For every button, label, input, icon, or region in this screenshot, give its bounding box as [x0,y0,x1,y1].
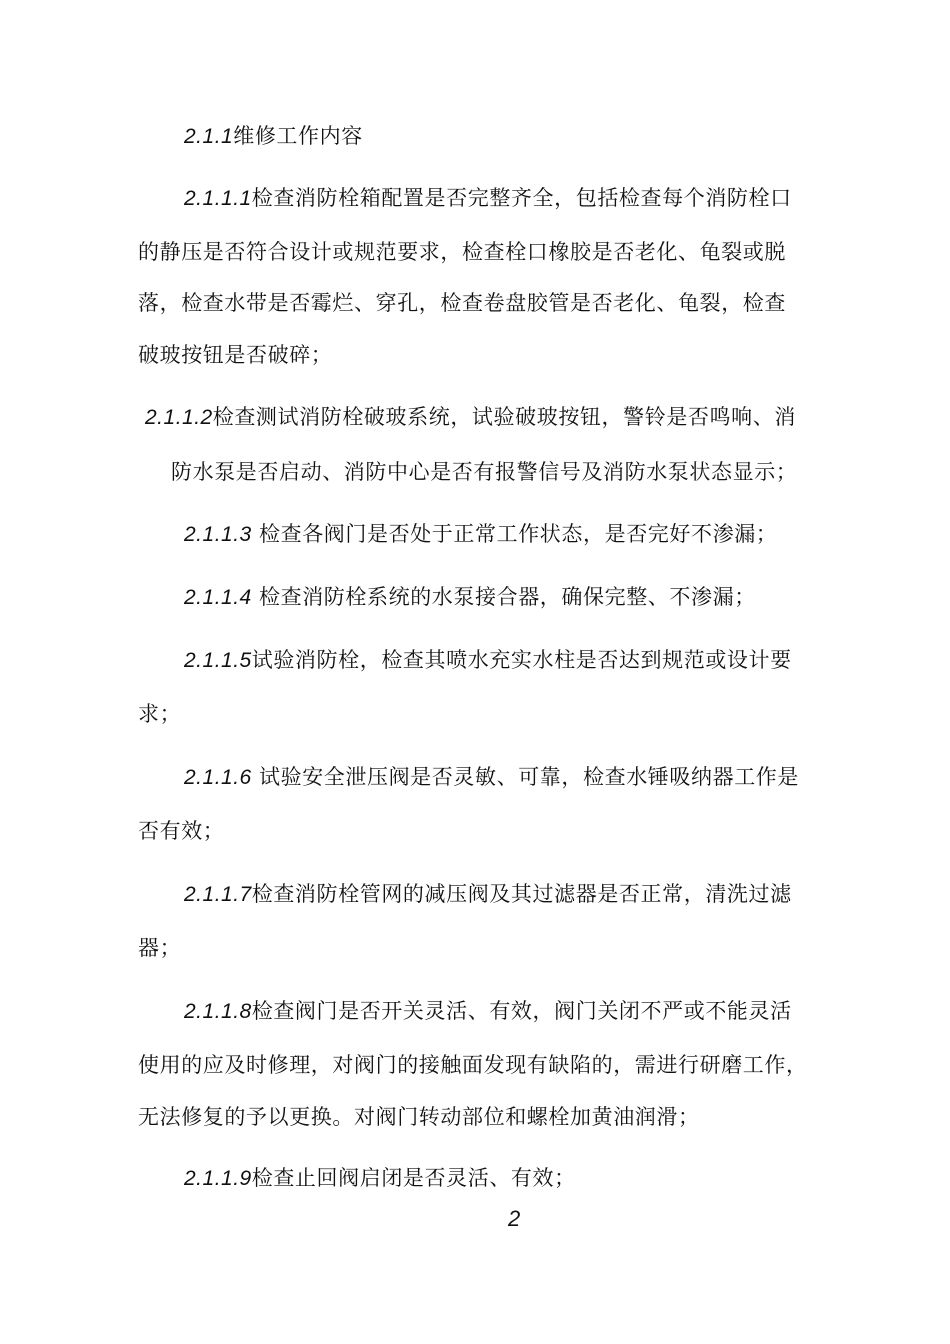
paragraph-text: 试验安全泄压阀是否灵敏、可靠，检查水锤吸纳器工作是 [251,765,800,789]
paragraph-line [184,996,792,1027]
paragraph-line [184,519,777,550]
paragraph-line [138,933,181,963]
paragraph-text: 检查消防栓箱配置是否完整齐全，包括检查每个消防栓口 [251,186,792,210]
paragraph-text: 落，检查水带是否霉烂、穿孔，检查卷盘胶管是否老化、龟裂，检查 [138,291,786,315]
paragraph-line [184,879,792,910]
paragraph-line [171,457,797,487]
paragraph-line [138,1102,700,1132]
paragraph-text: 求； [138,702,182,726]
paragraph-line [138,816,224,846]
item-number: 2.1.1.7 [184,883,252,906]
paragraph-line [184,1163,576,1194]
paragraph-text: 使用的应及时修理，对阀门的接触面发现有缺陷的，需进行研磨工作， [138,1053,808,1077]
item-number: 2.1.1.3 [184,523,252,546]
paragraph-text: 器； [138,936,182,960]
paragraph-text: 防水泵是否启动、消防中心是否有报警信号及消防水泵状态显示； [171,460,798,484]
paragraph-text: 检查阀门是否开关灵活、有效，阀门关闭不严或不能灵活 [251,999,792,1023]
paragraph-text: 检查各阀门是否处于正常工作状态，是否完好不渗漏； [251,522,778,546]
item-number: 2.1.1.1 [184,187,252,210]
paragraph-text: 检查消防栓管网的减压阀及其过滤器是否正常，清洗过滤 [251,882,792,906]
paragraph-text: 否有效； [138,819,225,843]
heading-number: 2.1.1 [184,125,234,148]
paragraph-text: 检查消防栓系统的水泵接合器，确保完整、不渗漏； [251,585,756,609]
item-number: 2.1.1.4 [184,586,252,609]
item-number: 2.1.1.6 [184,766,252,789]
item-number: 2.1.1.9 [184,1167,252,1190]
paragraph-line [138,288,786,318]
paragraph-text: 试验消防栓，检查其喷水充实水柱是否达到规范或设计要 [251,648,792,672]
paragraph-line [184,645,792,676]
paragraph-text: 无法修复的予以更换。对阀门转动部位和螺栓加黄油润滑； [138,1105,700,1129]
page-number: 2 [508,1206,521,1231]
paragraph-text: 破玻按钮是否破碎； [138,343,333,367]
paragraph-line [138,340,332,370]
item-number: 2.1.1.8 [184,1000,252,1023]
paragraph-text: 检查止回阀启闭是否灵活、有效； [251,1166,576,1190]
section-heading [184,121,363,152]
heading-text: 维修工作内容 [233,124,363,148]
item-number: 2.1.1.2 [145,406,213,429]
paragraph-line [138,237,786,267]
paragraph-line [184,762,799,793]
item-number: 2.1.1.5 [184,649,252,672]
paragraph-line [184,183,792,214]
paragraph-line [138,699,181,729]
paragraph-line [184,582,756,613]
paragraph-line [138,1050,808,1080]
paragraph-text: 的静压是否符合设计或规范要求，检查栓口橡胶是否老化、龟裂或脱 [138,240,786,264]
paragraph-line [145,402,796,433]
paragraph-text: 检查测试消防栓破玻系统，试验破玻按钮，警铃是否鸣响、消 [212,405,796,429]
